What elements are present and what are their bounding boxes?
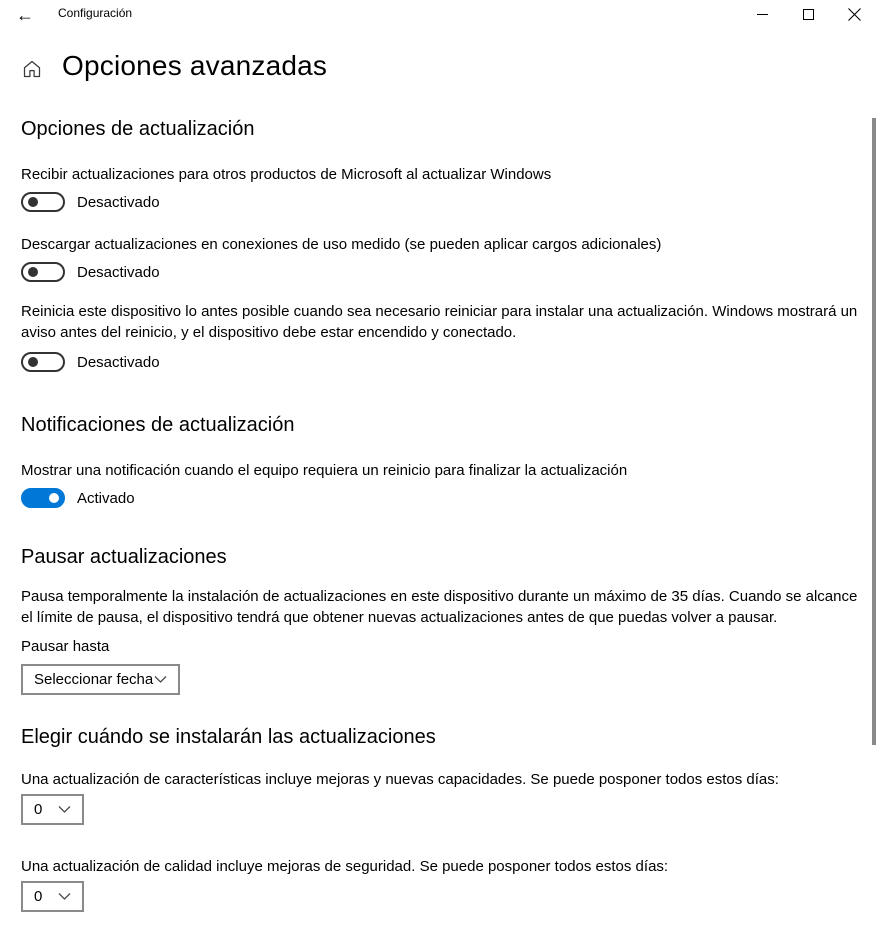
toggle-knob [28, 357, 38, 367]
feature-defer-label: Una actualización de características incluye mejoras y nuevas capacidades. Se puede posponer todos estos días: [21, 771, 779, 788]
page-title: Opciones avanzadas [62, 50, 328, 81]
window-title: Configuración [58, 6, 133, 20]
toggle-ms-products[interactable] [21, 192, 65, 212]
toggle-label-metered: Descargar actualizaciones en conexiones de uso medido (se pueden aplicar cargos adicionales) [21, 236, 662, 253]
window-controls [739, 0, 877, 29]
toggle-state-metered: Desactivado [77, 264, 160, 281]
toggle-restart[interactable] [21, 352, 65, 372]
toggle-metered[interactable] [21, 262, 65, 282]
quality-defer-label: Una actualización de calidad incluye mejoras de seguridad. Se puede posponer todos estos días: [21, 858, 669, 875]
toggle-state-restart: Desactivado [77, 354, 160, 371]
toggle-notify-restart[interactable] [21, 488, 65, 508]
back-arrow-icon: ← [16, 4, 34, 25]
close-icon [848, 8, 861, 21]
home-icon [22, 59, 42, 79]
toggle-state-notify-restart: Activado [77, 490, 135, 507]
vertical-scrollbar-thumb[interactable] [872, 118, 876, 745]
toggle-state-ms-products: Desactivado [77, 194, 160, 211]
feature-defer-value: 0 [34, 801, 43, 818]
section-heading-pause: Pausar actualizaciones [21, 546, 227, 568]
pause-date-value: Seleccionar fecha [34, 671, 154, 688]
toggle-label-ms-products: Recibir actualizaciones para otros productos de Microsoft al actualizar Windows [21, 166, 552, 183]
close-button[interactable] [831, 0, 877, 29]
toggle-knob [28, 197, 38, 207]
quality-defer-dropdown[interactable] [21, 881, 84, 912]
maximize-button[interactable] [785, 0, 831, 29]
section-heading-notifications: Notificaciones de actualización [21, 414, 295, 436]
chevron-down-icon [154, 675, 167, 684]
section-heading-install-when: Elegir cuándo se instalarán las actualizaciones [21, 726, 436, 748]
maximize-icon [803, 9, 814, 20]
toggle-label-restart: Reinicia este dispositivo lo antes posible cuando sea necesario reiniciar para instalar una actualización. Windows mostrará un aviso antes del reinicio, y el dispositivo debe estar encendido y conectado. [21, 303, 858, 341]
feature-defer-dropdown[interactable] [21, 794, 84, 825]
toggle-knob [28, 267, 38, 277]
chevron-down-icon [58, 892, 71, 901]
minimize-button[interactable] [739, 0, 785, 29]
pause-description: Pausa temporalmente la instalación de actualizaciones en este dispositivo durante un máximo de 35 días. Cuando se alcance el límite de pausa, el dispositivo tendrá que obtener nuevas actualizaciones antes de que puedas volver a pausar. [21, 588, 858, 626]
back-button[interactable] [4, 1, 46, 29]
chevron-down-icon [58, 805, 71, 814]
toggle-knob [49, 493, 59, 503]
pause-date-dropdown[interactable] [21, 664, 180, 695]
minimize-icon [757, 14, 768, 15]
pause-until-label: Pausar hasta [21, 638, 110, 655]
quality-defer-value: 0 [34, 888, 43, 905]
toggle-label-notify-restart: Mostrar una notificación cuando el equipo requiera un reinicio para finalizar la actualización [21, 462, 628, 479]
section-heading-update-options: Opciones de actualización [21, 118, 255, 140]
